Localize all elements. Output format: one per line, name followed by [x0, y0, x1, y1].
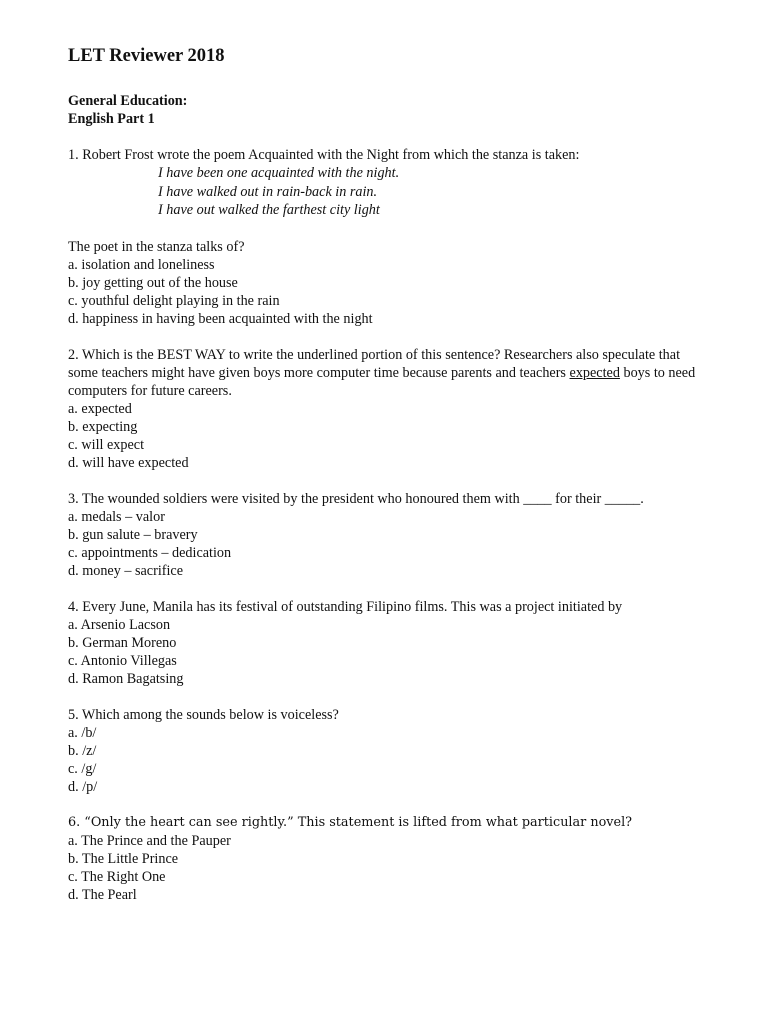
question-2-option-c: c. will expect: [68, 436, 145, 453]
question-5-option-b: b. /z/: [68, 742, 97, 759]
question-1-option-d: d. happiness in having been acquainted with the night: [68, 310, 373, 327]
question-5-option-a: a. /b/: [68, 724, 97, 741]
question-6: [68, 814, 708, 904]
question-2: [68, 346, 708, 472]
document-title: LET Reviewer 2018: [68, 46, 225, 66]
question-3-option-c: c. appointments – dedication: [68, 544, 232, 561]
question-2-option-a: a. expected: [68, 400, 132, 417]
poem-stanza: [158, 164, 708, 220]
question-3: [68, 490, 708, 580]
question-2-option-d: d. will have expected: [68, 454, 189, 471]
question-5-text: 5. Which among the sounds below is voiceless?: [68, 706, 339, 723]
subsection-title: English Part 1: [68, 111, 155, 127]
question-4-text: 4. Every June, Manila has its festival of outstanding Filipino films. This was a project initiated by: [68, 598, 623, 615]
stanza-line-2: I have walked out in rain-back in rain.: [158, 183, 378, 200]
question-6-option-b: b. The Little Prince: [68, 850, 179, 867]
question-1-prompt: The poet in the stanza talks of?: [68, 238, 245, 255]
question-1: [68, 146, 708, 328]
question-3-option-b: b. gun salute – bravery: [68, 526, 198, 543]
question-1-option-c: c. youthful delight playing in the rain: [68, 292, 280, 309]
section-title: General Education:: [68, 93, 188, 109]
question-6-option-d: d. The Pearl: [68, 886, 137, 903]
question-5: [68, 706, 708, 796]
question-1-text: 1. Robert Frost wrote the poem Acquainted with the Night from which the stanza is taken:: [68, 147, 580, 163]
spacer: [68, 220, 708, 238]
question-3-text: 3. The wounded soldiers were visited by the president who honoured them with ____ for their _____.: [68, 490, 644, 507]
section-heading: [68, 92, 708, 128]
question-2-text-after: boys to need computers for future careers.: [68, 364, 696, 399]
question-4-option-c: c. Antonio Villegas: [68, 652, 177, 669]
question-3-option-a: a. medals – valor: [68, 508, 165, 525]
question-4: [68, 598, 708, 688]
underlined-word: expected: [569, 364, 620, 381]
document-page: [68, 44, 708, 922]
question-2-text: [68, 346, 708, 400]
question-6-option-a: a. The Prince and the Pauper: [68, 832, 231, 849]
question-4-option-b: b. German Moreno: [68, 634, 177, 651]
question-4-option-a: a. Arsenio Lacson: [68, 616, 171, 633]
question-1-option-b: b. joy getting out of the house: [68, 274, 238, 291]
question-3-option-d: d. money – sacrifice: [68, 562, 184, 579]
question-6-text: 6. “Only the heart can see rightly.” This statement is lifted from what particular novel?: [68, 814, 633, 830]
question-5-option-d: d. /p/: [68, 778, 98, 795]
question-2-option-b: b. expecting: [68, 418, 138, 435]
question-1-option-a: a. isolation and loneliness: [68, 256, 215, 273]
stanza-line-3: I have out walked the farthest city light: [158, 202, 380, 218]
question-2-text-before: 2. Which is the BEST WAY to write the underlined portion of this sentence? Researchers also speculate that some teachers might have given boys more computer time because parents and teachers: [68, 346, 681, 381]
question-6-option-c: c. The Right One: [68, 868, 166, 885]
question-4-option-d: d. Ramon Bagatsing: [68, 670, 184, 687]
stanza-line-1: I have been one acquainted with the night.: [158, 165, 400, 181]
question-5-option-c: c. /g/: [68, 760, 97, 777]
